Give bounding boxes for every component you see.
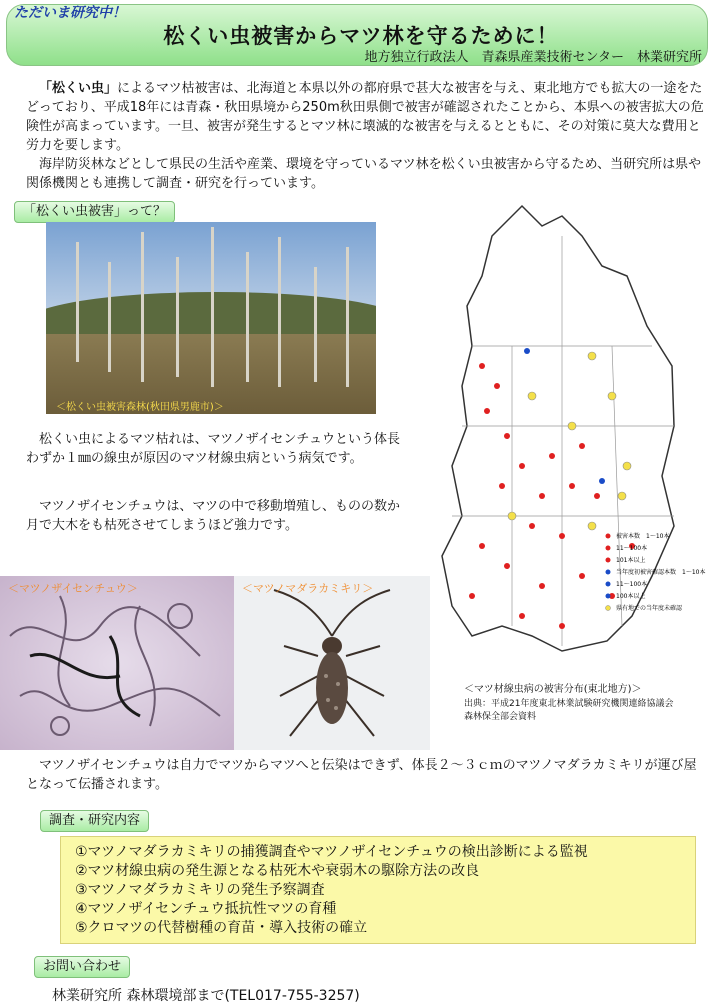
nematode-caption: ＜マツノザイセンチュウ＞ <box>8 582 138 595</box>
nematode-photo <box>0 576 234 750</box>
intro-keyword: 「松くい虫」 <box>39 81 118 96</box>
legend-label: 県有地での当年度未確認 <box>616 605 683 612</box>
legend-marker <box>606 594 611 599</box>
section-label-damage: 「松くい虫被害」って？ <box>14 201 175 223</box>
header-tag: ただいま研究中！ <box>14 5 126 21</box>
legend-label: 被害本数 1〜10本 <box>616 533 670 540</box>
legend-marker <box>606 546 611 551</box>
paragraph-nematode-strength: マツノザイセンチュウは、マツの中で移動増殖し、ものの数か月で大木をも枯死させてしまうほど強力です。 <box>26 499 401 533</box>
map-source-line-1: 出典：平成21年度東北林業試験研究機関連絡協議会 <box>464 699 674 709</box>
legend-label: 当年度初被害確認本数 1〜10本 <box>616 569 706 576</box>
tohoku-map <box>412 196 716 676</box>
contact-info: 林業研究所 森林環境部まで(TEL017-755-3257) <box>52 988 360 1004</box>
forest-damage-photo <box>46 222 376 414</box>
nematode-illustration <box>0 576 234 750</box>
map-caption: ＜マツ材線虫病の被害分布(東北地方)＞ <box>464 684 642 695</box>
legend-label: 100本以上 <box>616 593 646 600</box>
legend-marker <box>606 570 611 575</box>
research-list <box>60 836 696 944</box>
page-title: 松くい虫被害からマツ林を守るために！ <box>163 24 559 48</box>
research-item: ②マツ材線虫病の発生源となる枯死木や衰弱木の駆除方法の改良 <box>75 863 480 879</box>
map-source-line-2: 森林保全部会資料 <box>464 712 537 722</box>
legend-label: 11〜100本 <box>616 545 648 552</box>
intro-paragraph <box>26 79 706 155</box>
map-source <box>464 698 673 724</box>
legend-label: 101本以上 <box>616 557 646 564</box>
intro-text: によるマツ枯被害は、北海道と本県以外の都府県で甚大な被害を与え、東北地方でも拡大の一途をたどっており、平成18年には青森・秋田県境から250m秋田県側で被害が確認されたことから、本県への被害拡大の危険性が高まっています。一旦、被害が発生するとマツ林に壊滅的な被害を与えるとともに、その対策に莫大な費用と労力を要します。 <box>26 81 704 153</box>
legend-marker <box>606 582 611 587</box>
section-label-contact: お問い合わせ <box>34 956 130 978</box>
research-item: ⑤クロマツの代替樹種の育苗・導入技術の確立 <box>75 920 368 936</box>
legend-marker <box>606 534 611 539</box>
beetle-photo <box>234 576 430 750</box>
beetle-illustration <box>234 576 430 750</box>
damage-distribution-map <box>412 196 716 676</box>
beetle-caption: ＜マツノマダラカミキリ＞ <box>242 582 374 595</box>
paragraph-transmission: マツノザイセンチュウは自力でマツからマツへと伝染はできず、体長２〜３ｃｍのマツノマダラカミキリが運び屋となって伝播されます。 <box>26 758 697 792</box>
research-item: ④マツノザイセンチュウ抵抗性マツの育種 <box>75 901 337 917</box>
intro-paragraph-2: 海岸防災林などとして県民の生活や産業、環境を守っているマツ林を松くい虫被害から守るため、当研究所は県や関係機関とも連携して調査・研究を行っています。 <box>26 157 702 191</box>
section-label-research: 調査・研究内容 <box>40 810 149 832</box>
legend-marker <box>606 606 611 611</box>
paragraph-nematode-disease: 松くい虫によるマツ枯れは、マツノザイセンチュウという体長わずか１㎜の線虫が原因のマツ材線虫病という病気です。 <box>26 432 401 466</box>
research-item: ①マツノマダラカミキリの捕獲調査やマツノザイセンチュウの検出診断による監視 <box>75 844 588 860</box>
forest-photo-caption: ＜松くい虫被害森林(秋田県男鹿市)＞ <box>56 402 224 413</box>
organization-name: 地方独立行政法人 青森県産業技術センター 林業研究所 <box>364 50 702 65</box>
legend-marker <box>606 558 611 563</box>
research-item: ③マツノマダラカミキリの発生予察調査 <box>75 882 325 898</box>
legend-label: 11〜100本 <box>616 581 648 588</box>
